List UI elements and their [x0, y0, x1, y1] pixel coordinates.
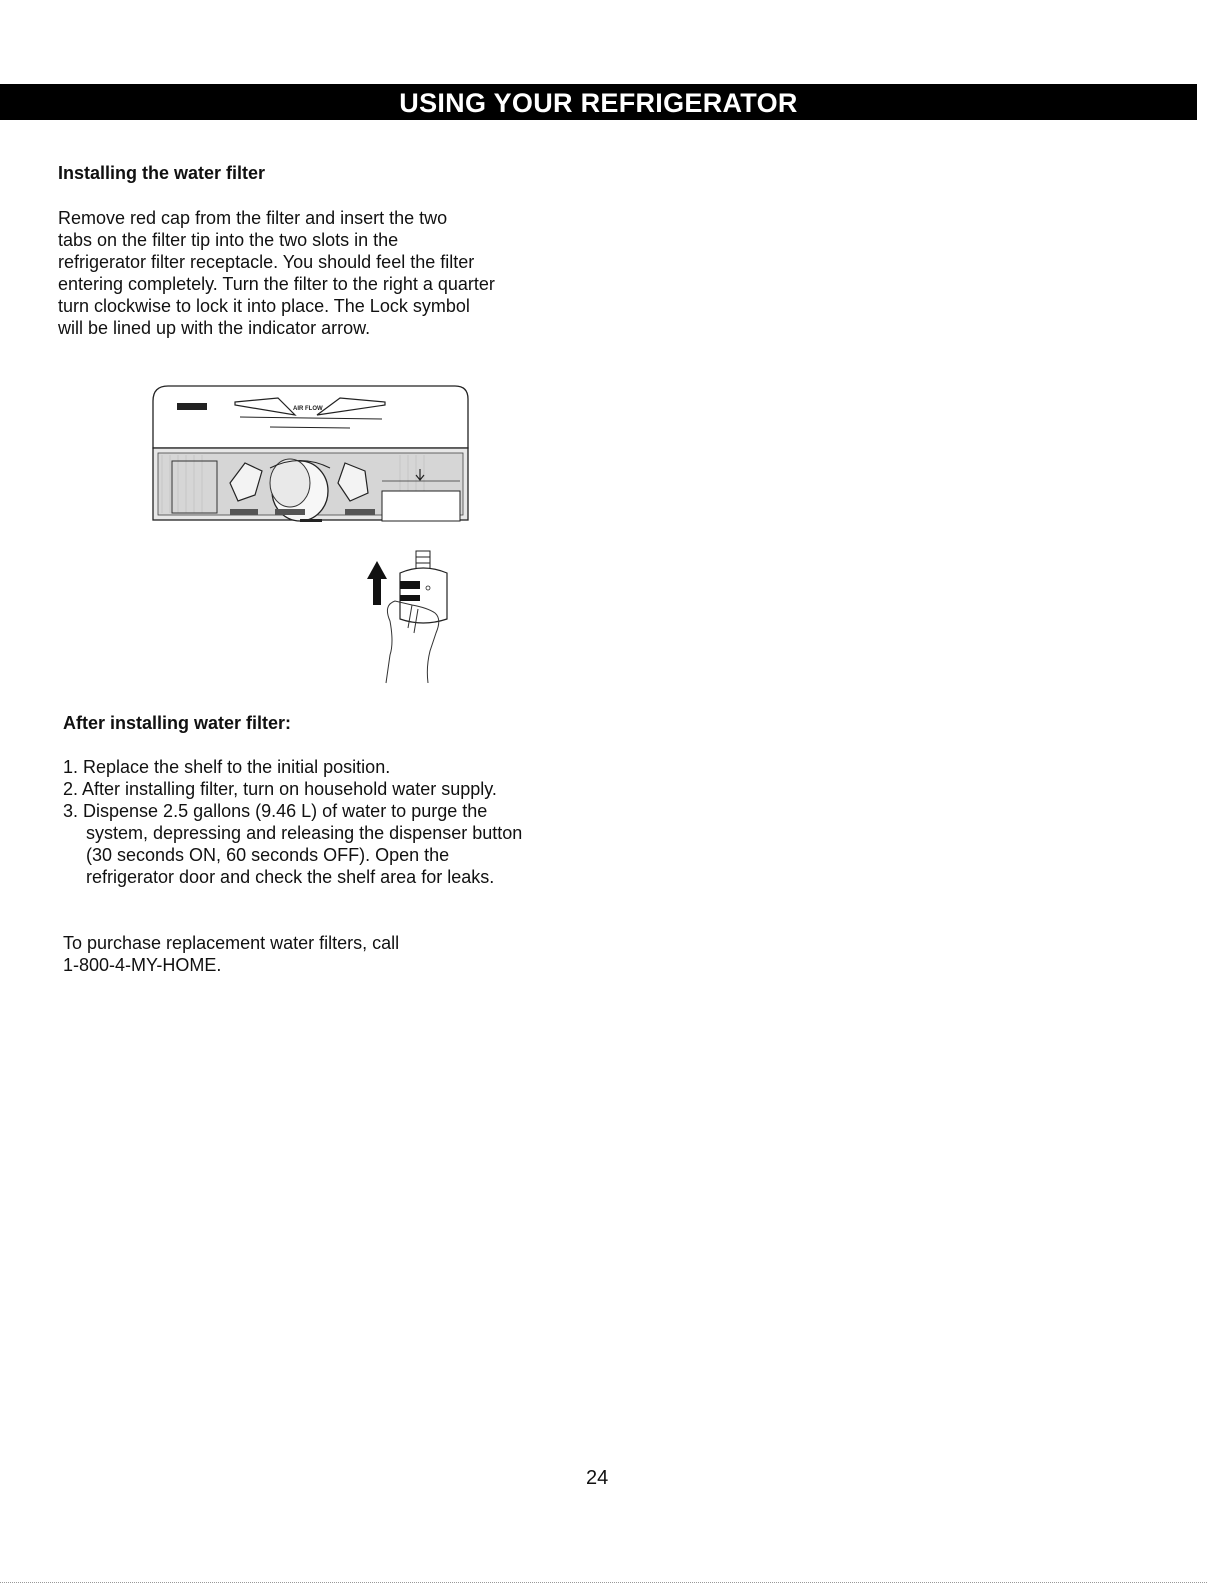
airflow-label: AIR FLOW	[293, 406, 323, 412]
step-line: system, depressing and releasing the dispenser button	[86, 823, 523, 843]
page-bottom-rule	[0, 1582, 1207, 1584]
step-line: 2. After installing filter, turn on household water supply.	[63, 779, 497, 799]
instruction-line: Remove red cap from the filter and insert the two	[58, 208, 448, 228]
section-heading-installing: Installing the water filter	[58, 163, 266, 183]
page-header: USING YOUR REFRIGERATOR	[0, 84, 1197, 120]
step-line: 1. Replace the shelf to the initial position.	[63, 757, 391, 777]
instruction-line: tabs on the filter tip into the two slots in the	[58, 230, 399, 250]
instruction-line: turn clockwise to lock it into place. The Lock symbol	[58, 296, 470, 316]
post-install-steps	[63, 756, 583, 888]
replacement-filter-cartridge	[400, 551, 447, 623]
step-line: refrigerator door and check the shelf area for leaks.	[86, 867, 495, 887]
purchase-line: To purchase replacement water filters, call	[63, 933, 400, 953]
page-number: 24	[586, 1467, 609, 1489]
instruction-line: will be lined up with the indicator arrow.	[58, 318, 371, 338]
filter-installation-illustration	[150, 383, 480, 690]
instruction-line: refrigerator filter receptacle. You should feel the filter	[58, 252, 475, 272]
installation-instructions	[58, 207, 548, 339]
purchase-info	[63, 932, 399, 976]
instruction-line: entering completely. Turn the filter to the right a quarter	[58, 274, 495, 294]
step-line: 3. Dispense 2.5 gallons (9.46 L) of water to purge the	[63, 801, 488, 821]
section-heading-after-installing: After installing water filter:	[63, 713, 292, 733]
phone-number: 1-800-4-MY-HOME.	[63, 955, 222, 975]
insert-direction-arrow	[367, 561, 387, 605]
step-line: (30 seconds ON, 60 seconds OFF). Open the	[86, 845, 450, 865]
